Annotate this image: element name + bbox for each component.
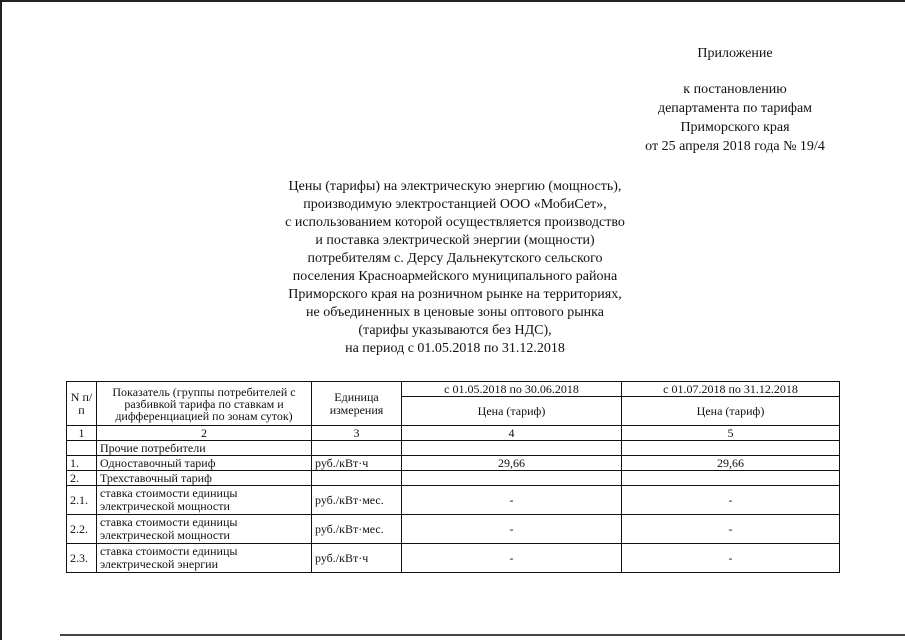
row-indicator: Трехставочный тариф (97, 471, 312, 486)
heading-line: и поставка электрической энергии (мощности) (315, 233, 595, 248)
row-price-2: 29,66 (622, 456, 840, 471)
row-price-2: - (622, 515, 840, 544)
row-num: 2.3. (67, 544, 97, 573)
appendix-line: Приморского края (680, 120, 790, 135)
index-cell: 5 (622, 426, 840, 441)
row-price-1 (402, 471, 622, 486)
heading-line: Цены (тарифы) на электрическую энергию (мощность), (288, 179, 622, 194)
row-num (67, 441, 97, 456)
header-unit: Единица измерения (312, 382, 402, 426)
heading-line: (тарифы указываются без НДС), (358, 323, 552, 338)
appendix-title: Приложение (697, 46, 773, 61)
scan-edge-left (0, 0, 2, 640)
row-price-1: 29,66 (402, 456, 622, 471)
heading-line: производимую электростанцией ООО «МобиСет», (303, 197, 607, 212)
index-cell: 3 (312, 426, 402, 441)
row-indicator: ставка стоимости единицы электрической энергии (97, 544, 312, 573)
header-indicator: Показатель (группы потребителей с разбивкой тарифа по ставкам и дифференциацией по зонам суток) (97, 382, 312, 426)
appendix-line: к постановлению (683, 82, 787, 97)
row-price-1 (402, 441, 622, 456)
row-unit (312, 441, 402, 456)
row-num: 1. (67, 456, 97, 471)
scan-edge-top (0, 0, 905, 2)
row-unit: руб./кВт·мес. (312, 486, 402, 515)
table-row (67, 441, 840, 456)
scan-edge-bottom (60, 634, 905, 636)
header-price-1: Цена (тариф) (402, 397, 622, 426)
row-indicator: Одноставочный тариф (97, 456, 312, 471)
table-row (67, 471, 840, 486)
row-price-2: - (622, 486, 840, 515)
row-price-1: - (402, 544, 622, 573)
row-indicator: ставка стоимости единицы электрической мощности (97, 515, 312, 544)
header-price-2: Цена (тариф) (622, 397, 840, 426)
heading-line: на период с 01.05.2018 по 31.12.2018 (345, 341, 565, 356)
row-price-1: - (402, 515, 622, 544)
appendix-reference (610, 80, 860, 156)
index-cell: 2 (97, 426, 312, 441)
row-indicator: Прочие потребители (97, 441, 312, 456)
table-row (67, 456, 840, 471)
appendix-line: департамента по тарифам (657, 101, 813, 116)
row-unit (312, 471, 402, 486)
row-unit: руб./кВт·мес. (312, 515, 402, 544)
table-row (67, 515, 840, 544)
row-price-2: - (622, 544, 840, 573)
row-num: 2.1. (67, 486, 97, 515)
row-price-1: - (402, 486, 622, 515)
table-row (67, 544, 840, 573)
row-unit: руб./кВт·ч (312, 544, 402, 573)
document-heading (200, 178, 710, 358)
index-cell: 4 (402, 426, 622, 441)
row-price-2 (622, 441, 840, 456)
tariff-table (66, 381, 840, 573)
heading-line: потребителям с. Дерсу Дальнекутского сельского (307, 251, 603, 266)
heading-line: с использованием которой осуществляется производство (285, 215, 625, 230)
row-price-2 (622, 471, 840, 486)
row-num: 2. (67, 471, 97, 486)
index-cell: 1 (67, 426, 97, 441)
heading-line: не объединенных в ценовые зоны оптового рынка (306, 305, 604, 320)
header-period-2: с 01.07.2018 по 31.12.2018 (622, 382, 840, 397)
index-row (67, 426, 840, 441)
header-num: N п/п (67, 382, 97, 426)
row-unit: руб./кВт·ч (312, 456, 402, 471)
appendix-line: от 25 апреля 2018 года № 19/4 (645, 139, 825, 154)
table-row (67, 486, 840, 515)
header-period-1: с 01.05.2018 по 30.06.2018 (402, 382, 622, 397)
heading-line: Приморского края на розничном рынке на территориях, (288, 287, 622, 302)
row-indicator: ставка стоимости единицы электрической мощности (97, 486, 312, 515)
row-num: 2.2. (67, 515, 97, 544)
heading-line: поселения Красноармейского муниципального района (292, 269, 618, 284)
